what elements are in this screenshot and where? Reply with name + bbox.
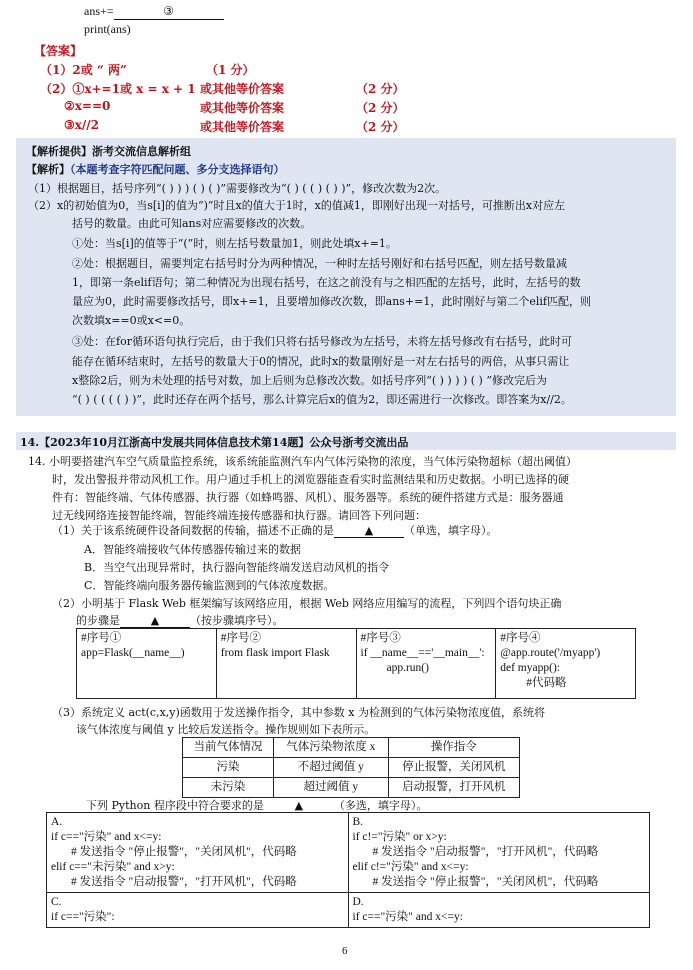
- rule-header: 气体污染物浓度 x: [274, 738, 389, 758]
- page-number: 6: [342, 945, 348, 957]
- code-line: print(ans): [84, 22, 131, 36]
- sub-question-2-cont: 的步骤是 ▲ （按步骤填序号）。: [76, 614, 284, 627]
- analysis-heading-line: 【解析】（本题考查字符匹配问题、多分支选择语句）: [26, 163, 285, 176]
- flask-step-cell: #序号② from flask import Flask: [216, 629, 356, 699]
- rule-table: [182, 737, 520, 798]
- answer-heading: 【答案】: [34, 44, 83, 58]
- answer-row: （2）①x+=1或 x = x + 1: [40, 82, 196, 96]
- answer-row: ③x//2: [64, 118, 100, 132]
- analysis-p1: （1）根据题目，括号序列“( ) ) ) ( ) ( )”需要修改为“( ) ( ( ) ( ) )”，修改次数为2次。: [28, 182, 447, 195]
- answer-row: ②x==0: [64, 99, 111, 113]
- code-options-table: [46, 812, 650, 928]
- rule-header: 操作指令: [388, 738, 519, 758]
- rule-cell: 超过阈值 y: [274, 778, 389, 798]
- rule-cell: 停止报警，关闭风机: [388, 758, 519, 778]
- analysis-p2-line: 括号的数量。由此可知ans对应需要修改的次数。: [72, 217, 312, 230]
- flask-step-cell: #序号④ @app.route('/myapp') def myapp(): #代码略: [496, 629, 636, 699]
- analysis-p2-line: （2）x的初始值为0，当s[i]的值为“)”时且x的值大于1时，x的值减1，即刚好出现一对括号，可推断出x对应左: [28, 199, 566, 212]
- flask-step-cell: #序号① app=Flask(__name__): [77, 629, 217, 699]
- option-line: C．智能终端向服务器传输监测到的气体浓度数据。: [84, 579, 335, 592]
- answer-score: （2 分）: [356, 120, 405, 134]
- analysis-p2-line: ①处：当s[i]的值等于“(”时，则左括号数量加1，则此处填x+=1。: [72, 237, 397, 250]
- analysis-provider: 【解析提供】浙考交流信息解析组: [26, 145, 191, 158]
- question-intro-line: 14. 小明要搭建汽车空气质量监控系统，该系统能监测汽车内气体污染物的浓度，当气体污染物超标（超出阈值）: [28, 455, 577, 468]
- rule-header: 当前气体情况: [183, 738, 274, 758]
- rule-cell: 启动报警，打开风机: [388, 778, 519, 798]
- flask-step-cell: #序号③ if __name__=='__main__': app.run(): [356, 629, 496, 699]
- answer-row: （1）2或 “ 两”: [40, 63, 127, 77]
- option-line: A．智能终端接收气体传感器传输过来的数据: [84, 543, 301, 556]
- code-option-A: A. if c=="污染" and x<=y: # 发送指令 "停止报警"，"关闭风机"，代码略 elif c=="未污染" and x>y: # 发送指令 "启动报警"，"打开风机"，代码略: [47, 813, 349, 893]
- analysis-p2-line: ③处：在for循环语句执行完后，由于我们只将右括号修改为左括号，未将左括号修改有右括号，此时可: [72, 335, 572, 348]
- answer-score: （2 分）: [356, 82, 405, 96]
- sub-question-3: （3）系统定义 act(c,x,y)函数用于发送操作指令，其中参数 x 为检测到的气体污染物浓度值，系统将: [52, 706, 545, 719]
- answer-alt: 或其他等价答案: [200, 101, 285, 115]
- analysis-p2-line: 1，即第一条elif语句；第二种情况为出现右括号，在这之前没有与之相匹配的左括号，此时，左括号的数: [72, 276, 581, 289]
- rule-cell: 未污染: [183, 778, 274, 798]
- sub-question-3-prompt: 下列 Python 程序段中符合要求的是 ▲ （多选，填字母）。: [86, 799, 428, 812]
- sub-question-1: （1）关于该系统硬件设备间数据的传输，描述不正确的是 ▲ （单选，填字母）。: [52, 524, 498, 537]
- analysis-p2-line: 能存在循环结束时，左括号的数量大于0的情况，此时x的数量刚好是一对左右括号的两倍，从事只需让: [72, 355, 570, 368]
- answer-alt: 或其他等价答案: [200, 82, 285, 96]
- question-intro-line: 件有：智能终端、气体传感器、执行器（如蜂鸣器、风机）、服务器等。系统的硬件搭建方式是：服务器通: [52, 491, 564, 504]
- rule-cell: 污染: [183, 758, 274, 778]
- rule-cell: 不超过阈值 y: [274, 758, 389, 778]
- question-intro-line: 过无线网络连接智能终端，智能终端连接传感器和执行器。请回答下列问题：: [52, 509, 426, 522]
- code-line: ans+= ③: [84, 4, 224, 20]
- question-intro-line: 时，发出警报并带动风机工作。用户通过手机上的浏览器能查看实时监测结果和历史数据。小明已选择的硬: [52, 473, 569, 486]
- option-line: B．当空气出现异常时，执行器向智能终端发送启动风机的指令: [84, 561, 390, 574]
- sub-question-3-cont: 该气体浓度与阈值 y 比较后发送指令。操作规则如下表所示。: [76, 723, 376, 736]
- question-title: 14.【2023年10月江浙高中发展共同体信息技术第14题】公众号浙考交流出品: [20, 436, 409, 449]
- analysis-p2-line: 次数填x==0或x<=0。: [72, 314, 191, 327]
- analysis-p2-line: 量应为0，此时需要修改括号，即x+=1，且要增加修改次数，即ans+=1，此时刚好与第二个elif匹配，则: [72, 295, 591, 308]
- sub-question-2: （2）小明基于 Flask Web 框架编写该网络应用，根据 Web 网络应用编写的流程，下列四个语句块正确: [52, 597, 562, 610]
- analysis-p2-line: “( ) ( ( ( ( ) )”，此时还存在两个括号，那么计算完后x的值为2，即还需进行一次修改。即答案为x//2。: [72, 393, 572, 406]
- code-option-C: C. if c=="污染":: [47, 893, 349, 928]
- flask-steps-table: [76, 628, 636, 699]
- code-option-B: B. if c!="污染" or x>y: # 发送指令 "启动报警"，"打开风机"，代码略 elif c!="污染" and x<=y: # 发送指令 "停止报警"，"关闭风机"，代码略: [348, 813, 650, 893]
- answer-score: （1 分）: [206, 63, 255, 77]
- analysis-p2-line: ②处：根据题目，需要判定右括号时分为两种情况，一种时左括号刚好和右括号匹配，则左括号数量减: [72, 257, 567, 270]
- answer-score: （2 分）: [356, 101, 405, 115]
- answer-alt: 或其他等价答案: [200, 120, 285, 134]
- code-option-D: D. if c=="污染" and x<=y:: [348, 893, 650, 928]
- analysis-p2-line: x整除2后，则为未处理的括号对数，加上后则为总修改次数。如括号序列“( ) ) ) ) ( ) ”修改完后为: [72, 374, 547, 387]
